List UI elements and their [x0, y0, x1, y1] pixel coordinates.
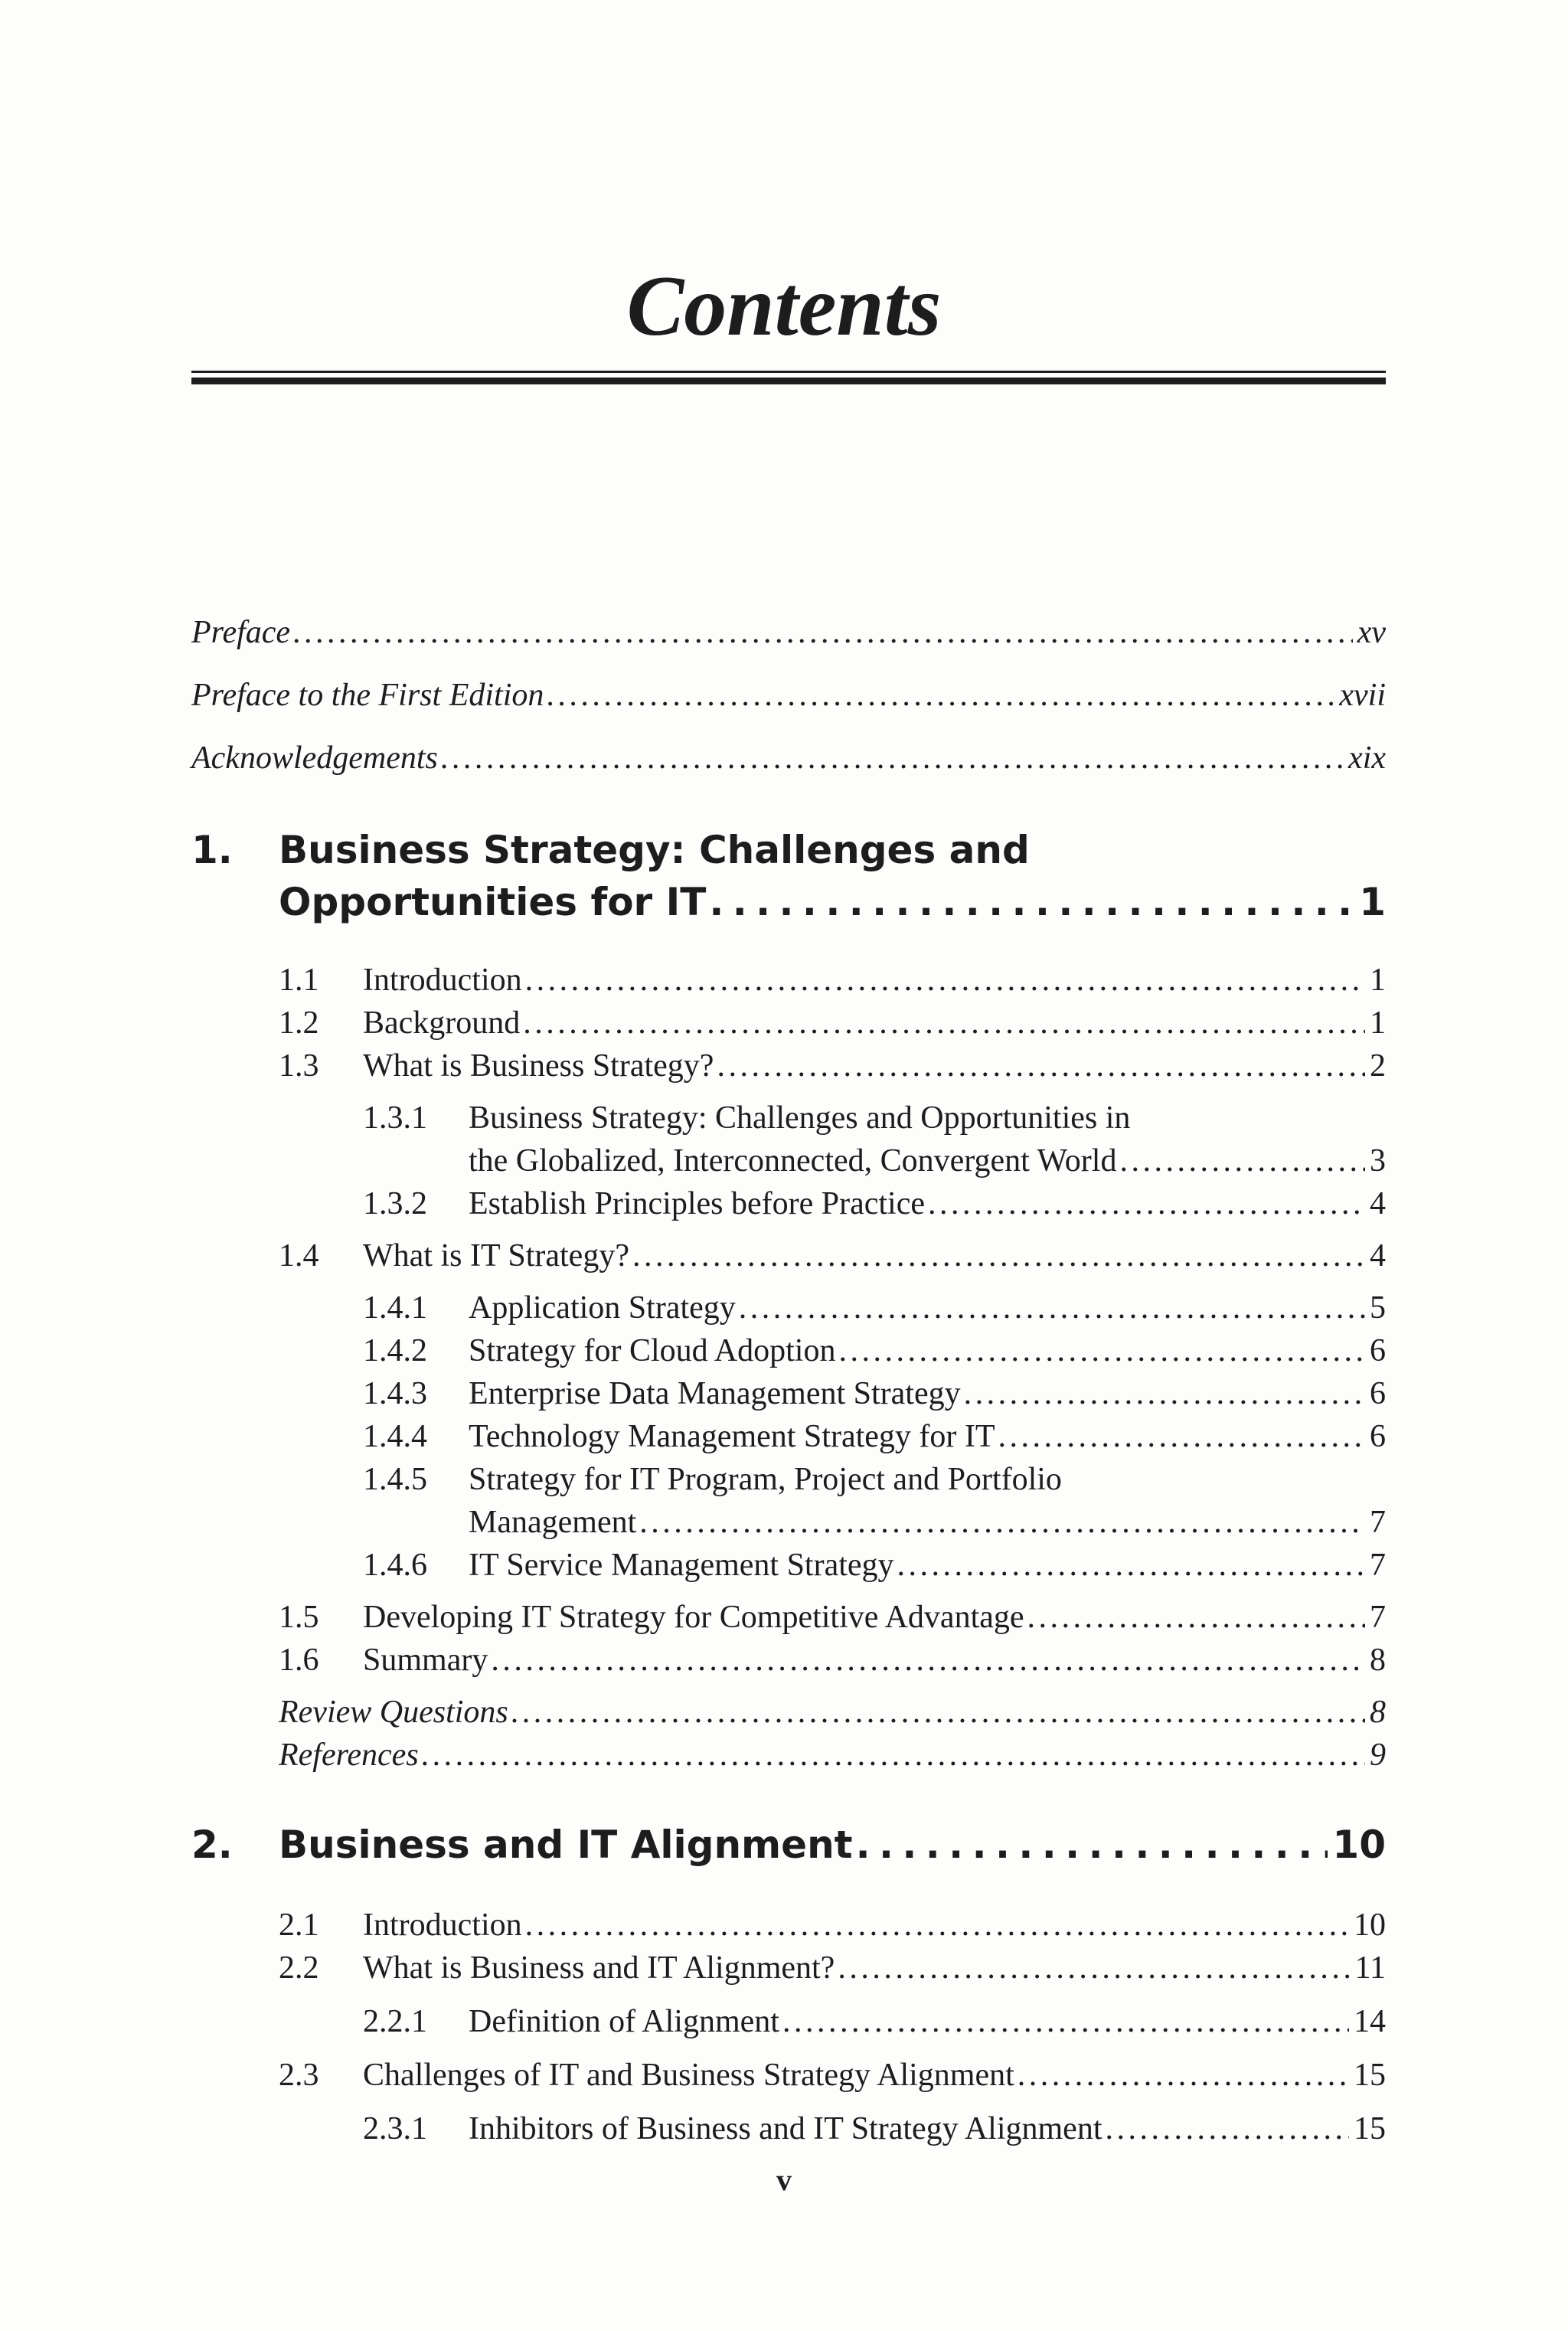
toc-entry-1-2[interactable]: Background . . . 1	[363, 1003, 1386, 1043]
toc-entry-2-3[interactable]: Challenges of IT and Business Strategy Alignment . . . 15	[363, 2055, 1386, 2095]
section-number: 1.6	[279, 1643, 319, 1678]
subsection-number: 1.4.4	[363, 1419, 427, 1454]
section-number: 1.1	[279, 963, 319, 998]
page-title: Contents	[626, 259, 942, 354]
subsection-number: 1.4.6	[363, 1548, 427, 1583]
subsection-number: 1.4.3	[363, 1376, 427, 1411]
toc-entry-1-4-2[interactable]: Strategy for Cloud Adoption . . . 6	[469, 1331, 1386, 1371]
section-number: 1.5	[279, 1600, 319, 1635]
subsection-number: 1.4.1	[363, 1290, 427, 1326]
toc-entry-1-4-3[interactable]: Enterprise Data Management Strategy . . . 6	[469, 1374, 1386, 1414]
toc-entry-preface[interactable]: Preface . . . xv	[191, 613, 1386, 652]
toc-entry-1-4-5-line1: Strategy for IT Program, Project and Portfolio	[469, 1462, 1062, 1497]
section-number: 2.2	[279, 1950, 319, 1986]
subsection-number: 1.3.2	[363, 1186, 427, 1221]
chapter-1-number: 1.	[191, 828, 233, 872]
section-number: 1.4	[279, 1238, 319, 1273]
subsection-number: 2.2.1	[363, 2004, 427, 2039]
toc-entry-1-3-1-line1: Business Strategy: Challenges and Opportunities in	[469, 1100, 1131, 1136]
toc-entry-1-4[interactable]: What is IT Strategy? . . . 4	[363, 1236, 1386, 1276]
toc-entry-2-2-1[interactable]: Definition of Alignment . . . 14	[469, 2002, 1386, 2042]
subsection-number: 1.4.5	[363, 1462, 427, 1497]
toc-entry-1-3[interactable]: What is Business Strategy? . . . 2	[363, 1046, 1386, 1086]
section-number: 2.1	[279, 1908, 319, 1943]
page-number: v	[776, 2163, 792, 2197]
section-number: 1.3	[279, 1048, 319, 1084]
toc-entry-1-4-1[interactable]: Application Strategy . . . 5	[469, 1288, 1386, 1328]
toc-entry-review-questions[interactable]: Review Questions . . . 8	[279, 1692, 1386, 1732]
toc-entry-1-1[interactable]: Introduction . . . 1	[363, 960, 1386, 1000]
toc-entry-1-3-1[interactable]: the Globalized, Interconnected, Convergent World . . . 3	[469, 1141, 1386, 1181]
toc-entry-chapter-1[interactable]: Opportunities for IT . . . 1	[279, 877, 1386, 927]
subsection-number: 2.3.1	[363, 2111, 427, 2146]
toc-entry-2-2[interactable]: What is Business and IT Alignment? . . . 11	[363, 1948, 1386, 1988]
chapter-2-number: 2.	[191, 1823, 233, 1867]
toc-entry-1-6[interactable]: Summary . . . 8	[363, 1640, 1386, 1680]
section-number: 2.3	[279, 2058, 319, 2093]
chapter-1-title-line1: Business Strategy: Challenges and	[279, 828, 1030, 872]
toc-entry-2-1[interactable]: Introduction . . . 10	[363, 1905, 1386, 1945]
subsection-number: 1.3.1	[363, 1100, 427, 1136]
toc-entry-chapter-2[interactable]: Business and IT Alignment . . . 10	[279, 1819, 1386, 1870]
toc-entry-1-3-2[interactable]: Establish Principles before Practice . . . 4	[469, 1184, 1386, 1224]
toc-entry-1-4-5[interactable]: Management . . . 7	[469, 1502, 1386, 1542]
toc-entry-1-4-4[interactable]: Technology Management Strategy for IT . . . 6	[469, 1417, 1386, 1456]
toc-entry-1-5[interactable]: Developing IT Strategy for Competitive Advantage . . . 7	[363, 1597, 1386, 1637]
toc-entry-references[interactable]: References . . . 9	[279, 1735, 1386, 1775]
toc-entry-acknowledgements[interactable]: Acknowledgements . . . xix	[191, 738, 1386, 778]
section-number: 1.2	[279, 1005, 319, 1041]
toc-entry-1-4-6[interactable]: IT Service Management Strategy . . . 7	[469, 1545, 1386, 1585]
toc-entry-2-3-1[interactable]: Inhibitors of Business and IT Strategy Alignment . . . 15	[469, 2109, 1386, 2149]
toc-entry-preface-first-edition[interactable]: Preface to the First Edition . . . xvii	[191, 675, 1386, 715]
subsection-number: 1.4.2	[363, 1333, 427, 1368]
